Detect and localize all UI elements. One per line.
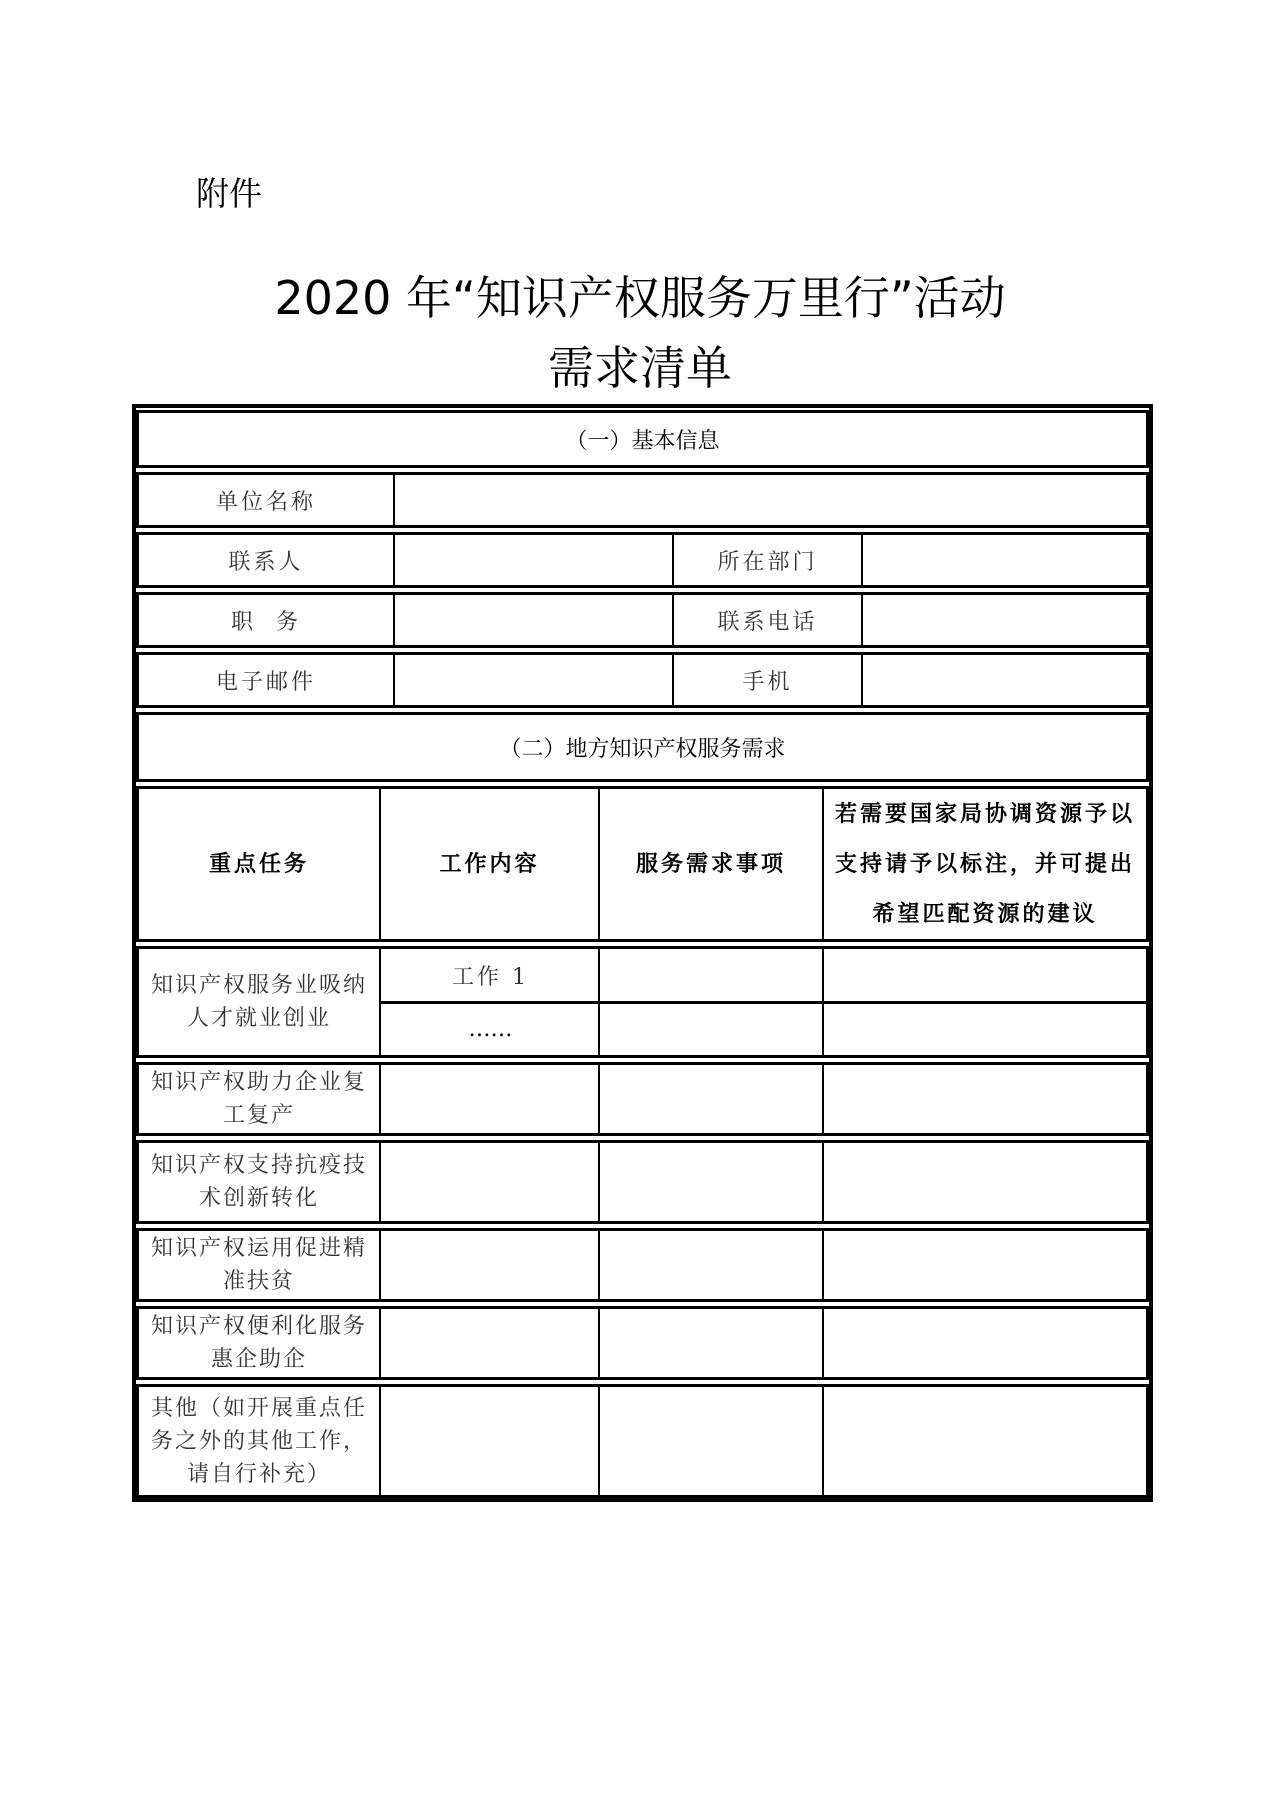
page-subtitle: 需求清单 [548,341,732,395]
email-row [136,652,1149,708]
task-label: 知识产权便利化服务惠企助企 [150,1314,367,1372]
service-items-cell[interactable] [598,1387,822,1495]
task-label: 知识产权服务业吸纳人才就业创业 [150,973,367,1031]
section-service-needs-row [136,712,1149,782]
work-content-cell[interactable] [379,1231,598,1299]
task-label: 知识产权运用促进精准扶贫 [150,1236,367,1294]
coordination-cell[interactable] [822,1065,1146,1133]
position-row [136,592,1149,648]
coordination-cell[interactable] [822,1143,1146,1221]
service-items-cell[interactable] [598,1231,822,1299]
unit-name-row [136,472,1149,528]
task-row [136,946,1149,1058]
col-key-task: 重点任务 [208,851,309,877]
work-content-cell[interactable] [379,1143,598,1221]
section-service-needs-title: （二）地方知识产权服务需求 [499,736,786,762]
attachment-label: 附件 [196,174,262,213]
col-coordination: 若需要国家局协调资源予以支持请予以标注，并可提出希望匹配资源的建议 [822,789,1146,939]
contact-label: 联系人 [228,549,304,575]
email-label: 电子邮件 [215,669,316,695]
task-row [136,1384,1149,1498]
page-title: 2020 年“知识产权服务万里行”活动 [274,271,1006,325]
email-field[interactable] [393,655,672,705]
work-content-cell[interactable] [379,1309,598,1377]
task-label: 知识产权支持抗疫技术创新转化 [150,1153,367,1211]
department-label: 所在部门 [672,535,861,585]
mobile-field[interactable] [861,655,1146,705]
task-row [136,1306,1149,1380]
section-basic-info-title: （一）基本信息 [565,428,720,454]
coordination-cell[interactable] [822,1387,1146,1495]
needs-table-header-row [136,786,1149,942]
position-field[interactable] [393,595,672,645]
task-row [136,1228,1149,1302]
service-items-cell[interactable] [598,1065,822,1133]
section-basic-info-row [136,410,1149,468]
task-label: 知识产权助力企业复工复产 [150,1070,367,1128]
coordination-cell[interactable] [822,1231,1146,1299]
col-service-items: 服务需求事项 [598,789,822,939]
unit-name-label: 单位名称 [215,489,316,515]
task-row [136,1140,1149,1224]
contact-row [136,532,1149,588]
row-divider [379,1001,1146,1004]
service-items-cell[interactable] [598,1143,822,1221]
mobile-label: 手机 [672,655,861,705]
work-content-cell[interactable] [379,1065,598,1133]
work-content-cell[interactable] [379,1387,598,1495]
work-content-cell[interactable]: 工作 1 [379,949,600,1001]
coordination-cell[interactable] [822,1309,1146,1377]
task-label: 其他（如开展重点任务之外的其他工作，请自行补充） [150,1395,367,1487]
department-field[interactable] [861,535,1146,585]
task-row [136,1062,1149,1136]
service-items-cell[interactable] [598,1309,822,1377]
unit-name-field[interactable] [393,475,1146,525]
col-work-content: 工作内容 [379,789,598,939]
contact-field[interactable] [393,535,672,585]
phone-field[interactable] [861,595,1146,645]
work-content-cell[interactable]: …… [379,1004,600,1055]
position-label: 职 务 [231,609,301,635]
phone-label: 联系电话 [672,595,861,645]
